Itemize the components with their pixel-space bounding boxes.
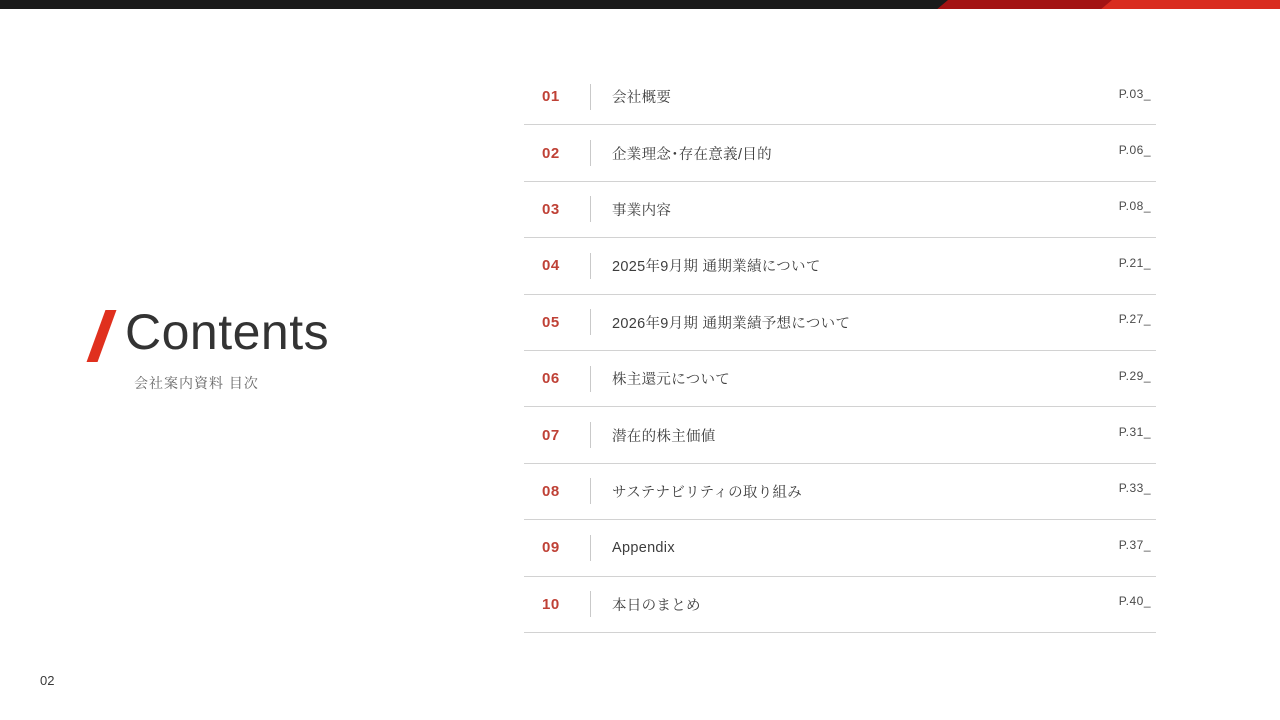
slide-page-number: 02	[40, 673, 55, 688]
toc-item-label: 株主還元について	[612, 372, 731, 389]
vertical-divider	[590, 422, 591, 448]
toc-item-page: P.33_	[1118, 481, 1151, 496]
toc-item-page: P.06_	[1118, 143, 1151, 158]
toc-item-number: 10	[542, 595, 560, 613]
toc-item-page: P.29_	[1118, 368, 1151, 383]
top-accent-bar	[0, 0, 1280, 9]
toc-item-label: 事業内容	[612, 202, 672, 219]
toc-item-label: 2026年9月期 通期業績予想について	[612, 315, 851, 332]
toc-row[interactable]	[524, 238, 1156, 294]
toc-item-label: 本日のまとめ	[612, 597, 701, 614]
toc-row[interactable]	[524, 577, 1156, 633]
toc-item-label: 会社概要	[612, 90, 672, 107]
toc-item-page: P.03_	[1118, 86, 1151, 101]
toc-item-label: Appendix	[612, 539, 675, 556]
toc-item-number: 06	[542, 370, 560, 388]
top-bar-dark-red-segment	[937, 0, 1112, 9]
table-of-contents	[524, 69, 1156, 633]
toc-item-number: 07	[542, 426, 560, 444]
vertical-divider	[590, 140, 591, 166]
toc-item-label: 企業理念･存在意義/目的	[612, 146, 772, 163]
toc-item-number: 01	[542, 88, 560, 106]
toc-item-number: 04	[542, 257, 560, 275]
toc-item-page: P.21_	[1118, 255, 1151, 270]
vertical-divider	[590, 478, 591, 504]
toc-item-page: P.37_	[1118, 537, 1151, 552]
toc-row[interactable]	[524, 125, 1156, 181]
vertical-divider	[590, 591, 591, 617]
toc-item-number: 05	[542, 313, 560, 331]
toc-row[interactable]	[524, 295, 1156, 351]
toc-item-label: 潜在的株主価値	[612, 428, 716, 445]
vertical-divider	[590, 84, 591, 110]
toc-row[interactable]	[524, 520, 1156, 576]
red-slash-icon	[87, 310, 117, 362]
toc-item-page: P.31_	[1118, 425, 1151, 440]
page-title: Contents	[125, 304, 330, 360]
toc-row[interactable]	[524, 464, 1156, 520]
toc-item-number: 02	[542, 144, 560, 162]
toc-row[interactable]	[524, 182, 1156, 238]
toc-row[interactable]	[524, 351, 1156, 407]
top-bar-bright-red-segment	[1095, 0, 1280, 9]
page-subtitle: 会社案内資料 目次	[134, 375, 259, 391]
vertical-divider	[590, 535, 591, 561]
toc-item-number: 08	[542, 482, 560, 500]
vertical-divider	[590, 196, 591, 222]
toc-item-page: P.40_	[1118, 594, 1151, 609]
toc-item-label: サステナビリティの取り組み	[612, 484, 803, 501]
toc-item-page: P.27_	[1118, 312, 1151, 327]
toc-item-page: P.08_	[1118, 199, 1151, 214]
vertical-divider	[590, 253, 591, 279]
toc-item-number: 03	[542, 200, 560, 218]
toc-item-number: 09	[542, 539, 560, 557]
vertical-divider	[590, 366, 591, 392]
vertical-divider	[590, 309, 591, 335]
toc-row[interactable]	[524, 69, 1156, 125]
toc-row[interactable]	[524, 407, 1156, 463]
toc-item-label: 2025年9月期 通期業績について	[612, 259, 821, 276]
